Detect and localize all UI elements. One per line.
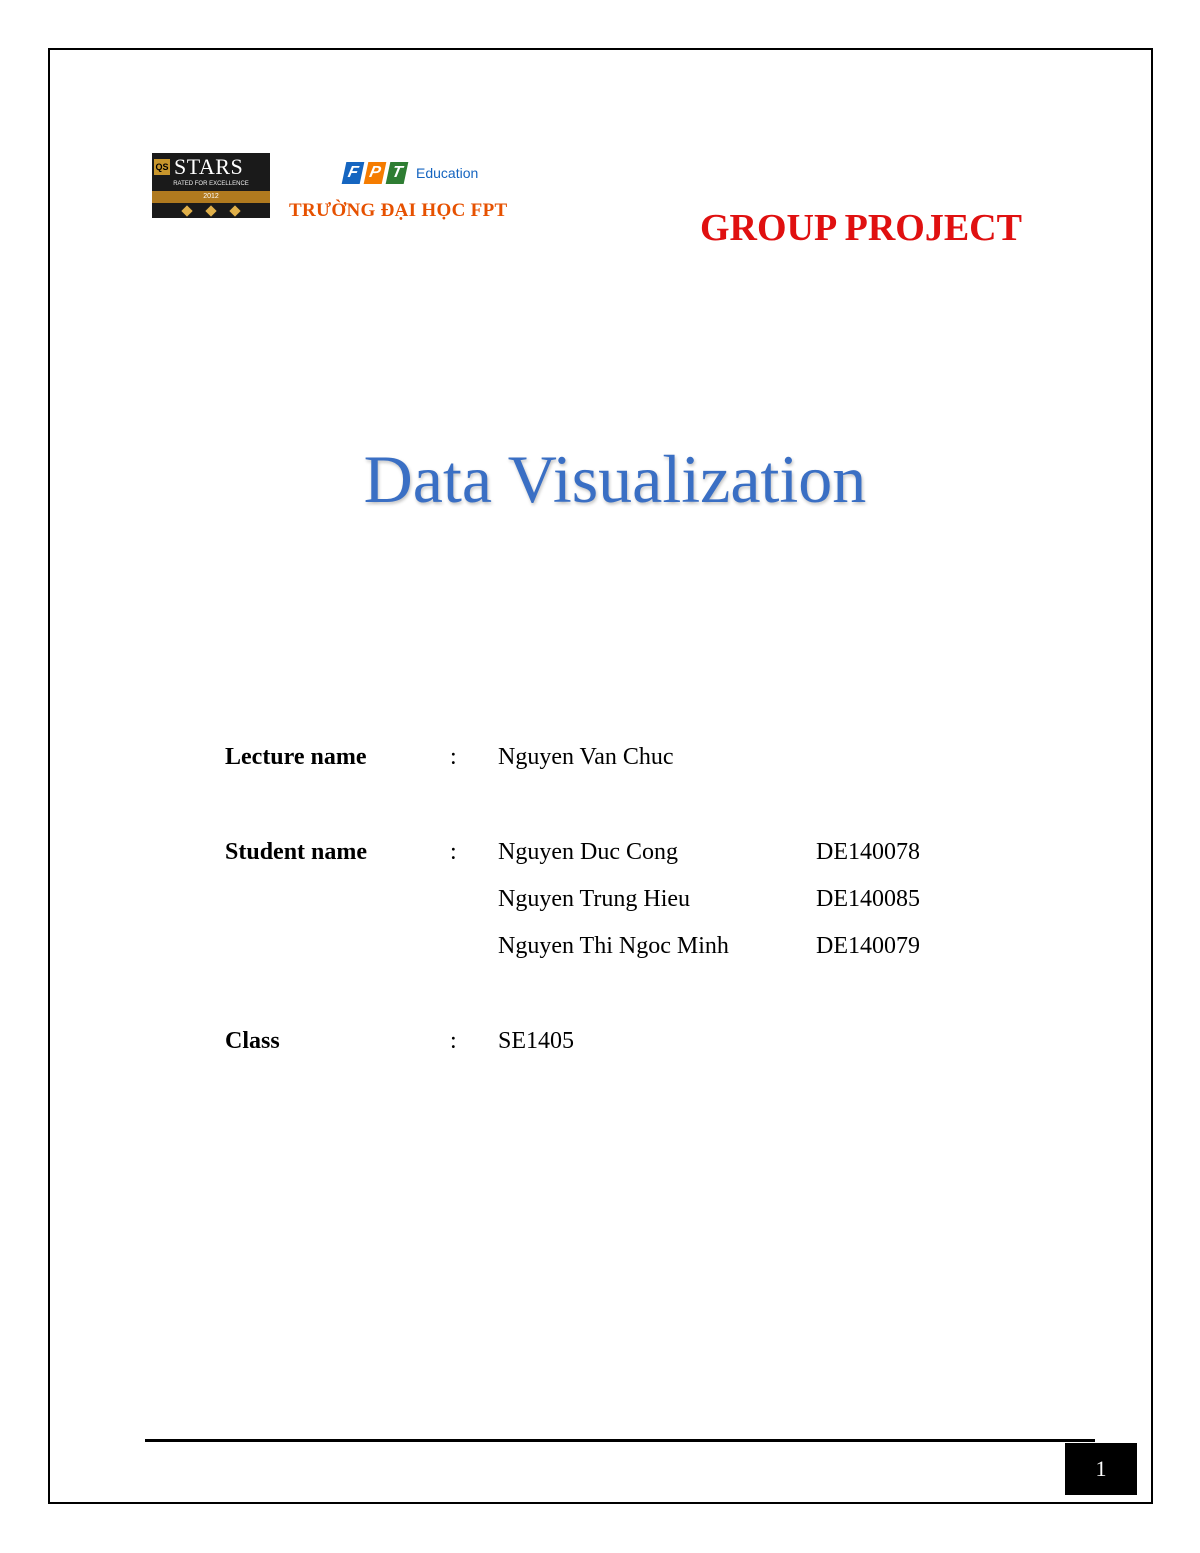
page-border xyxy=(48,48,1153,1504)
class-value: SE1405 xyxy=(498,1028,575,1054)
star-icon xyxy=(229,205,240,216)
qs-subtitle: RATED FOR EXCELLENCE xyxy=(173,181,249,187)
qs-stars-logo xyxy=(152,153,270,218)
student-id: DE140078 xyxy=(816,839,920,865)
lecture-name-value: Nguyen Van Chuc xyxy=(498,744,674,770)
qs-stars-text: STARS xyxy=(174,153,244,179)
lecture-name-label: Lecture name xyxy=(225,744,367,770)
fpt-school-name: TRƯỜNG ĐẠI HỌC FPT xyxy=(289,200,508,221)
qs-stars-row xyxy=(152,203,270,218)
document-title: Data Visualization xyxy=(363,441,867,517)
student-name: Nguyen Duc Cong xyxy=(498,839,678,865)
student-id: DE140079 xyxy=(816,933,920,959)
student-colon: : xyxy=(450,839,457,865)
lecture-colon: : xyxy=(450,744,457,770)
fpt-letter-f: F xyxy=(342,162,365,184)
class-colon: : xyxy=(450,1028,457,1054)
student-name: Nguyen Thi Ngoc Minh xyxy=(498,933,729,959)
student-name-label: Student name xyxy=(225,839,368,865)
class-label: Class xyxy=(225,1028,280,1054)
qs-year: 2012 xyxy=(152,191,270,203)
group-project-heading: GROUP PROJECT xyxy=(700,207,1022,249)
fpt-letter-p: P xyxy=(364,162,387,184)
fpt-education-text: Education xyxy=(416,165,479,181)
footer-divider xyxy=(145,1439,1095,1442)
student-name: Nguyen Trung Hieu xyxy=(498,886,691,912)
qs-badge: QS xyxy=(154,159,170,175)
fpt-education-logo xyxy=(344,160,478,186)
star-icon xyxy=(181,205,192,216)
star-icon xyxy=(205,205,216,216)
fpt-letter-t: T xyxy=(386,162,409,184)
page-number: 1 xyxy=(1065,1443,1137,1495)
student-id: DE140085 xyxy=(816,886,920,912)
